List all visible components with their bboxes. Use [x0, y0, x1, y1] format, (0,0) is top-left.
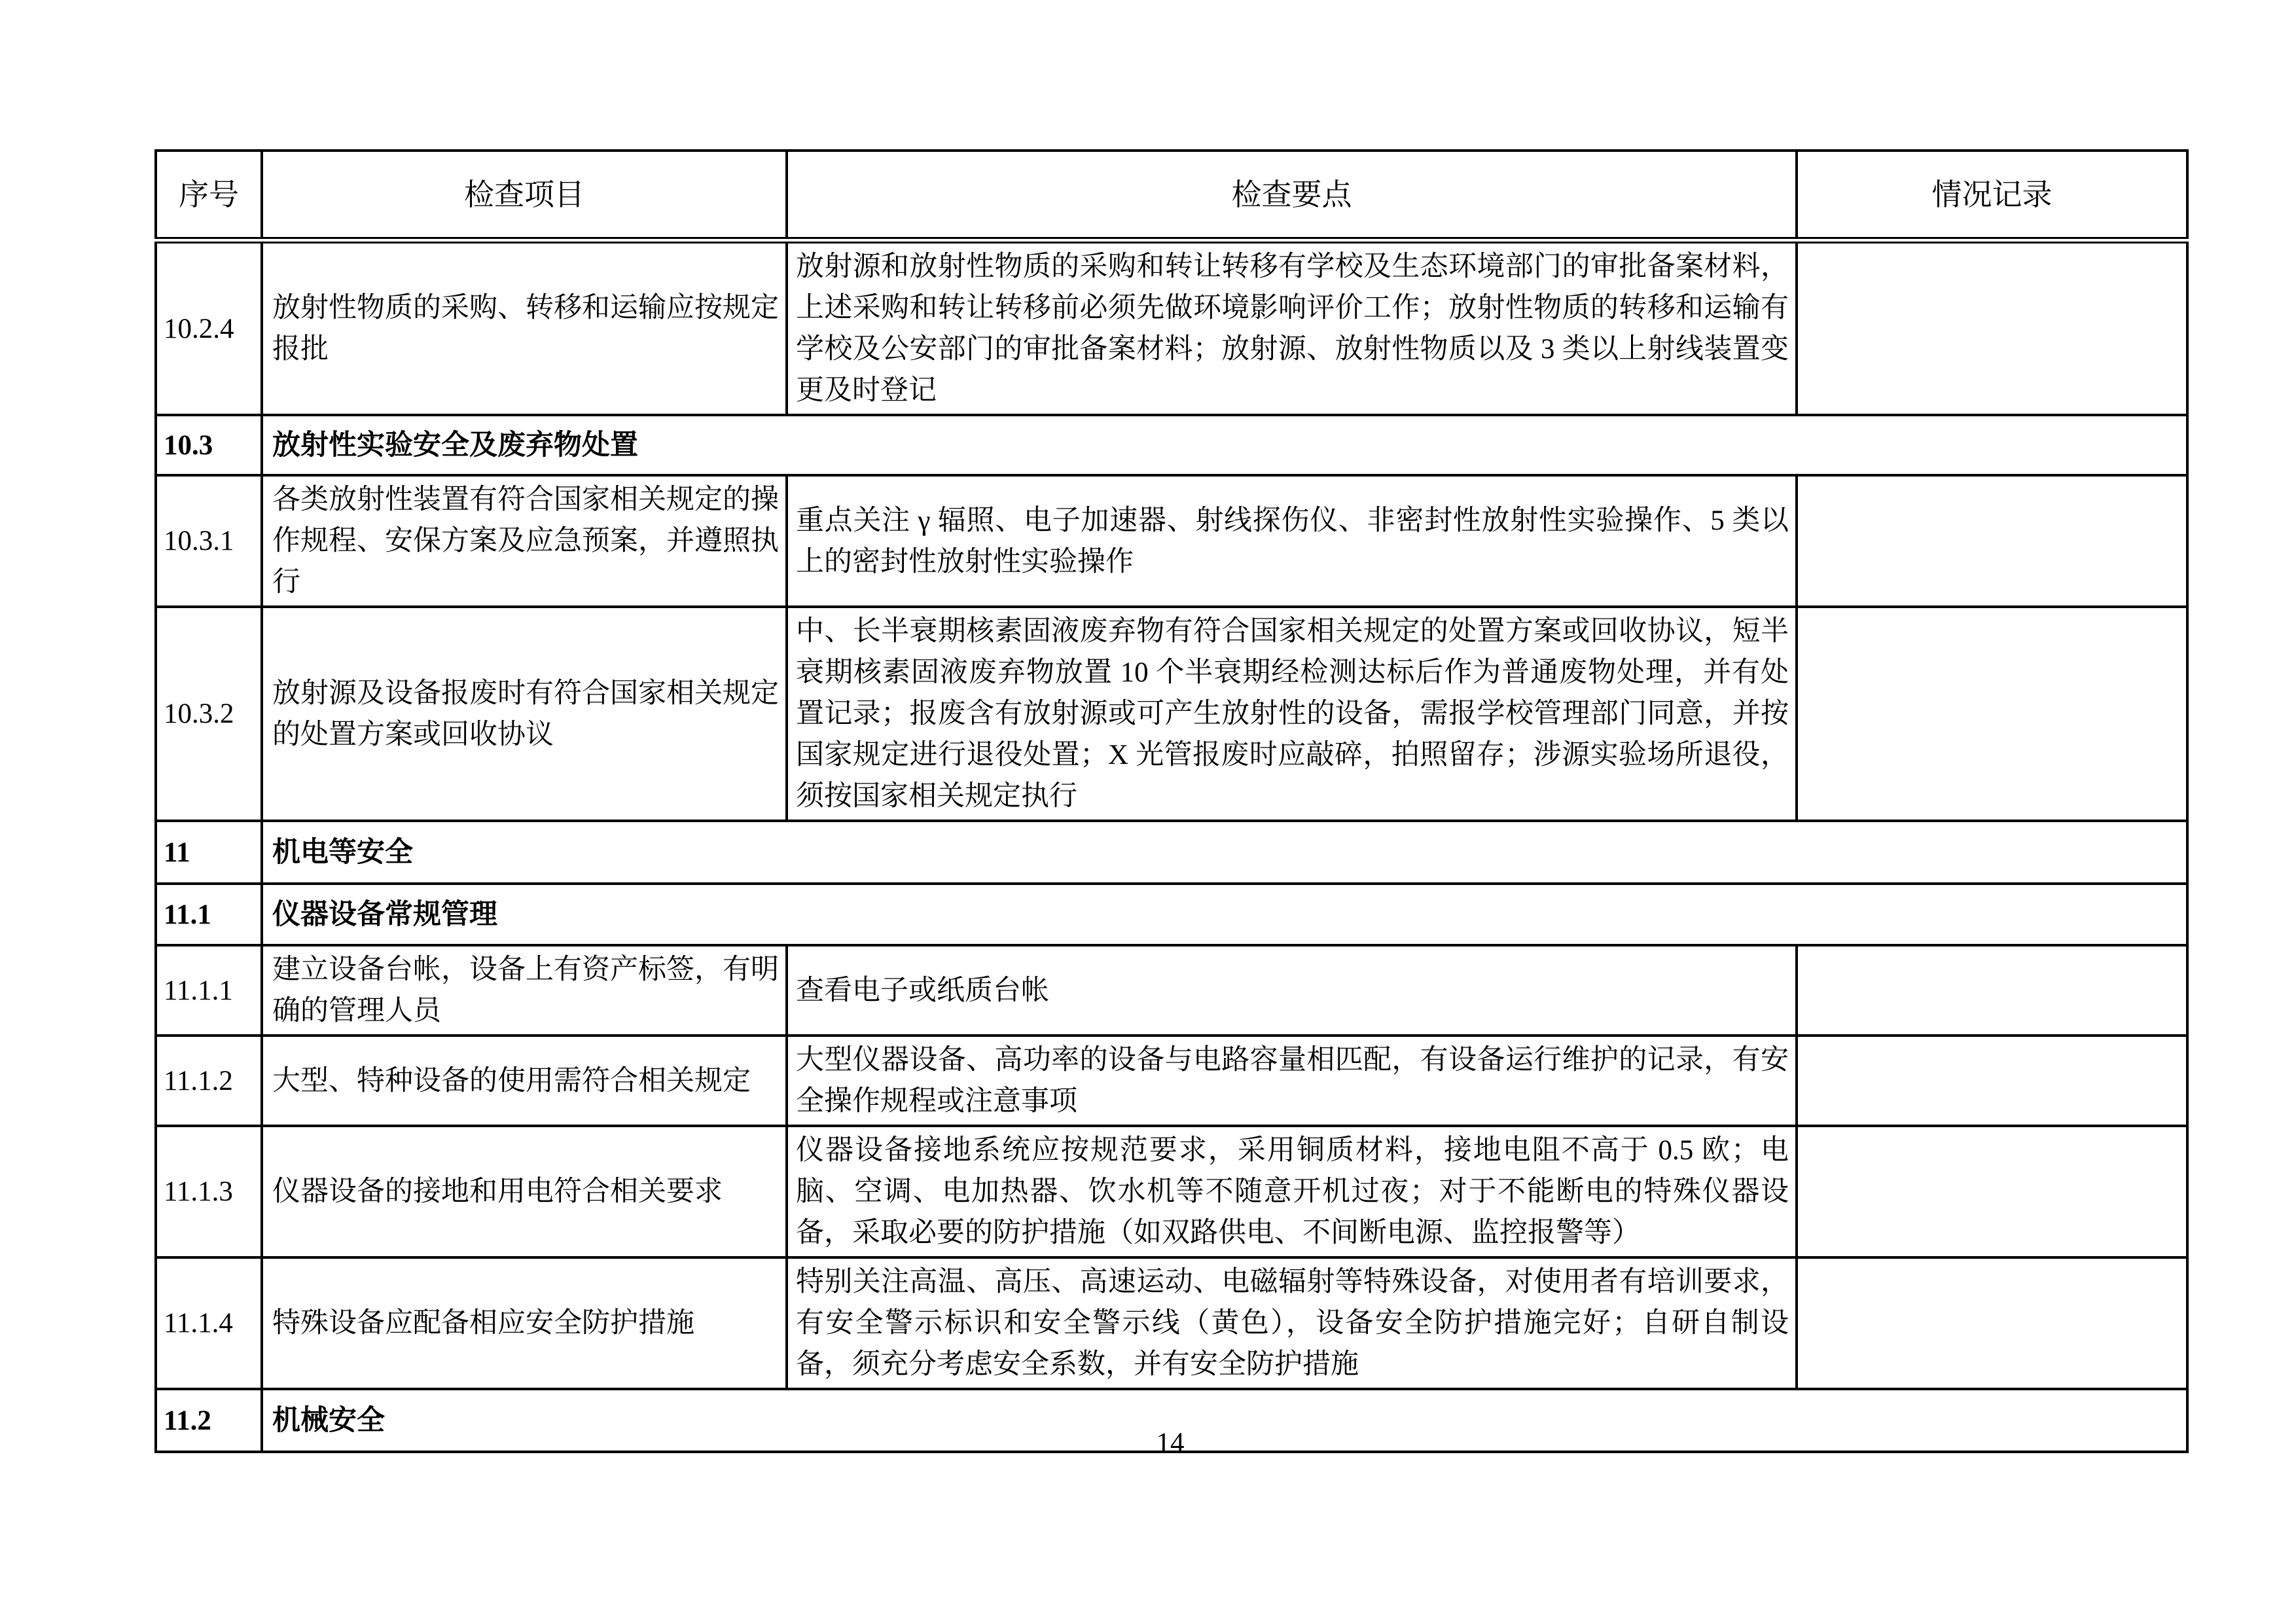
record-cell — [1797, 1036, 2187, 1126]
row-10-3-1 — [156, 475, 2187, 607]
points-cell: 中、长半衰期核素固液废弃物有符合国家相关规定的处置方案或回收协议，短半衰期核素固液废弃物放置 10 个半衰期经检测达标后作为普通废物处理，并有处置记录；报废含有放射源或可产生放射性的设备，需报学校管理部门同意，并按国家规定进行退役处置；X 光管报废时应敲碎，拍照留存；涉源实验场所退役，须按国家相关规定执行 — [787, 607, 1797, 821]
header-points: 检查要点 — [787, 151, 1797, 240]
item-cell: 特殊设备应配备相应安全防护措施 — [262, 1257, 787, 1389]
serial-cell: 11.1.3 — [156, 1126, 262, 1257]
record-cell — [1797, 1257, 2187, 1389]
page-number: 14 — [1156, 1428, 1185, 1458]
record-cell — [1797, 1126, 2187, 1257]
serial-cell: 11 — [156, 821, 262, 884]
row-section-11 — [156, 821, 2187, 884]
points-cell: 放射源和放射性物质的采购和转让转移有学校及生态环境部门的审批备案材料，上述采购和转让转移前必须先做环境影响评价工作；放射性物质的转移和运输有学校及公安部门的审批备案材料；放射源、放射性物质以及 3 类以上射线装置变更及时登记 — [787, 240, 1797, 415]
item-cell: 建立设备台帐，设备上有资产标签，有明确的管理人员 — [262, 945, 787, 1036]
record-cell — [1797, 607, 2187, 821]
row-11-1-4 — [156, 1257, 2187, 1389]
points-cell: 查看电子或纸质台帐 — [787, 945, 1797, 1036]
serial-cell: 11.1 — [156, 884, 262, 945]
serial-cell: 11.1.1 — [156, 945, 262, 1036]
inspection-table — [154, 149, 2189, 1453]
serial-cell: 11.1.4 — [156, 1257, 262, 1389]
header-record: 情况记录 — [1797, 151, 2187, 240]
item-cell: 大型、特种设备的使用需符合相关规定 — [262, 1036, 787, 1126]
item-cell: 仪器设备的接地和用电符合相关要求 — [262, 1126, 787, 1257]
serial-cell: 10.3 — [156, 415, 262, 475]
row-11-1-2 — [156, 1036, 2187, 1126]
points-cell: 仪器设备接地系统应按规范要求，采用铜质材料，接地电阻不高于 0.5 欧；电脑、空调、电加热器、饮水机等不随意开机过夜；对于不能断电的特殊仪器设备，采取必要的防护措施（如双路供电、不间断电源、监控报警等） — [787, 1126, 1797, 1257]
section-title-cell: 仪器设备常规管理 — [262, 884, 2187, 945]
section-title-cell: 机械安全 — [262, 1389, 2187, 1452]
record-cell — [1797, 945, 2187, 1036]
section-title-cell: 机电等安全 — [262, 821, 2187, 884]
row-section-10-3 — [156, 415, 2187, 475]
item-cell: 放射源及设备报废时有符合国家相关规定的处置方案或回收协议 — [262, 607, 787, 821]
serial-cell: 11.1.2 — [156, 1036, 262, 1126]
points-cell: 大型仪器设备、高功率的设备与电路容量相匹配，有设备运行维护的记录，有安全操作规程或注意事项 — [787, 1036, 1797, 1126]
section-title-cell: 放射性实验安全及废弃物处置 — [262, 415, 2187, 475]
table-header-row — [156, 151, 2187, 240]
points-cell: 重点关注 γ 辐照、电子加速器、射线探伤仪、非密封性放射性实验操作、5 类以上的密封性放射性实验操作 — [787, 475, 1797, 607]
serial-cell: 11.2 — [156, 1389, 262, 1452]
row-section-11-1 — [156, 884, 2187, 945]
serial-cell: 10.3.2 — [156, 607, 262, 821]
points-cell: 特别关注高温、高压、高速运动、电磁辐射等特殊设备，对使用者有培训要求，有安全警示标识和安全警示线（黄色），设备安全防护措施完好；自研自制设备，须充分考虑安全系数，并有安全防护措施 — [787, 1257, 1797, 1389]
header-serial: 序号 — [156, 151, 262, 240]
serial-cell: 10.3.1 — [156, 475, 262, 607]
row-10-3-2 — [156, 607, 2187, 821]
row-11-1-1 — [156, 945, 2187, 1036]
row-10-2-4 — [156, 240, 2187, 415]
header-item: 检查项目 — [262, 151, 787, 240]
item-cell: 放射性物质的采购、转移和运输应按规定报批 — [262, 240, 787, 415]
item-cell: 各类放射性装置有符合国家相关规定的操作规程、安保方案及应急预案，并遵照执行 — [262, 475, 787, 607]
row-11-1-3 — [156, 1126, 2187, 1257]
record-cell — [1797, 475, 2187, 607]
record-cell — [1797, 240, 2187, 415]
serial-cell: 10.2.4 — [156, 240, 262, 415]
